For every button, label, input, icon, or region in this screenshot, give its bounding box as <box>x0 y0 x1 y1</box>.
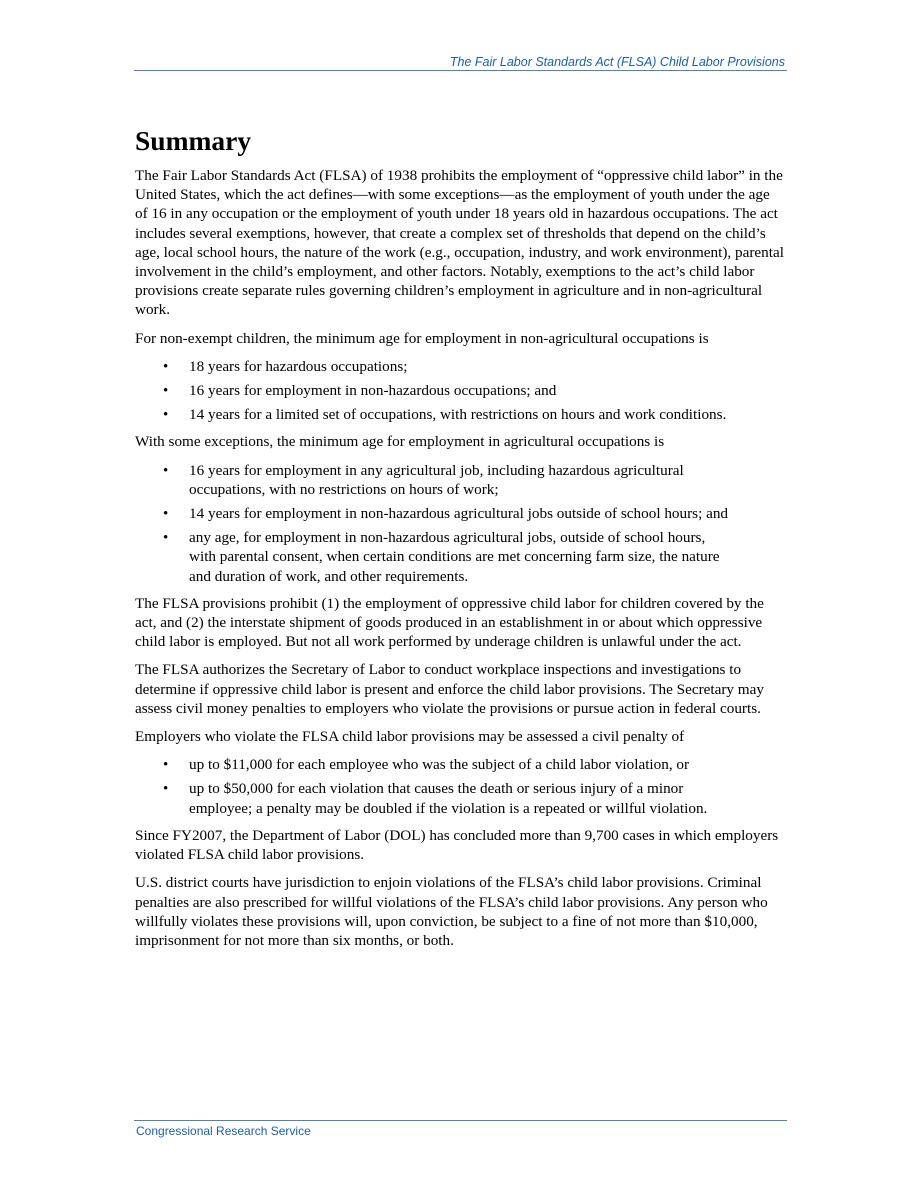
list-item: • any age, for employment in non-hazardous agricultural jobs, outside of school hours, with parental consent, when certain conditions are met concerning farm size, the nature and duration of work, and other requirements. <box>135 528 729 586</box>
nonag-age-list <box>135 357 785 425</box>
list-item: • 16 years for employment in non-hazardous occupations; and <box>135 381 729 400</box>
intro-paragraph: The Fair Labor Standards Act (FLSA) of 1938 prohibits the employment of “oppressive child labor” in the United States, which the act defines—with some exceptions—as the employment of youth under the age of 16 in any occupation or the employment of youth under 18 years old in hazardous occupations. The act includes several exemptions, however, that create a complex set of thresholds that depend on the child’s age, local school hours, the nature of the work (e.g., occupation, industry, and work environment), parental involvement in the child’s employment, and other factors. Notably, exemptions to the act’s child labor provisions create separate rules governing children’s employment in agriculture and in non-agricultural work. <box>135 167 784 319</box>
prohibit-paragraph: The FLSA provisions prohibit (1) the employment of oppressive child labor for children covered by the act, and (2) the interstate shipment of goods produced in an establishment in or about which oppressive child labor is employed. But not all work performed by underage children is unlawful under the act. <box>135 594 764 651</box>
authority-paragraph: The FLSA authorizes the Secretary of Labor to conduct workplace inspections and investigations to determine if oppressive child labor is present and enforce the child labor provisions. The Secretary may assess civil money penalties to employers who violate the provisions or pursue action in federal courts. <box>135 661 764 717</box>
summary-section <box>135 122 785 959</box>
list-item: • up to $50,000 for each violation that causes the death or serious injury of a minor employee; a penalty may be doubled if the violation is a repeated or willful violation. <box>135 779 729 817</box>
list-item: • 14 years for a limited set of occupations, with restrictions on hours and work conditions. <box>135 405 729 424</box>
list-item: • 18 years for hazardous occupations; <box>135 357 729 376</box>
ag-age-list <box>135 461 785 586</box>
penalty-list <box>135 755 785 818</box>
nonag-lead-paragraph: For non-exempt children, the minimum age for employment in non-agricultural occupations is <box>135 329 709 347</box>
ag-lead-paragraph: With some exceptions, the minimum age for employment in agricultural occupations is <box>135 433 665 451</box>
dol-cases-paragraph: Since FY2007, the Department of Labor (DOL) has concluded more than 9,700 cases in which employers violated FLSA child labor provisions. <box>135 826 779 864</box>
penalty-lead-paragraph: Employers who violate the FLSA child labor provisions may be assessed a civil penalty of <box>135 728 685 746</box>
courts-paragraph: U.S. district courts have jurisdiction to enjoin violations of the FLSA’s child labor provisions. Criminal penalties are also prescribed for willful violations of the FLSA’s child labor provisions. Any person who willfully violates these provisions will, upon conviction, be subject to a fine of not more than $10,000, imprisonment for not more than six months, or both. <box>135 874 768 949</box>
running-header <box>134 53 787 71</box>
list-item: • 16 years for employment in any agricultural job, including hazardous agricultural occupations, with no restrictions on hours of work; <box>135 461 729 499</box>
page-title: Summary <box>135 125 252 156</box>
list-item: • up to $11,000 for each employee who was the subject of a child labor violation, or <box>135 755 729 774</box>
header-title: The Fair Labor Standards Act (FLSA) Child Labor Provisions <box>449 55 785 69</box>
page-footer <box>134 1120 787 1139</box>
footer-text: Congressional Research Service <box>136 1124 311 1138</box>
list-item: • 14 years for employment in non-hazardous agricultural jobs outside of school hours; and <box>135 504 729 523</box>
